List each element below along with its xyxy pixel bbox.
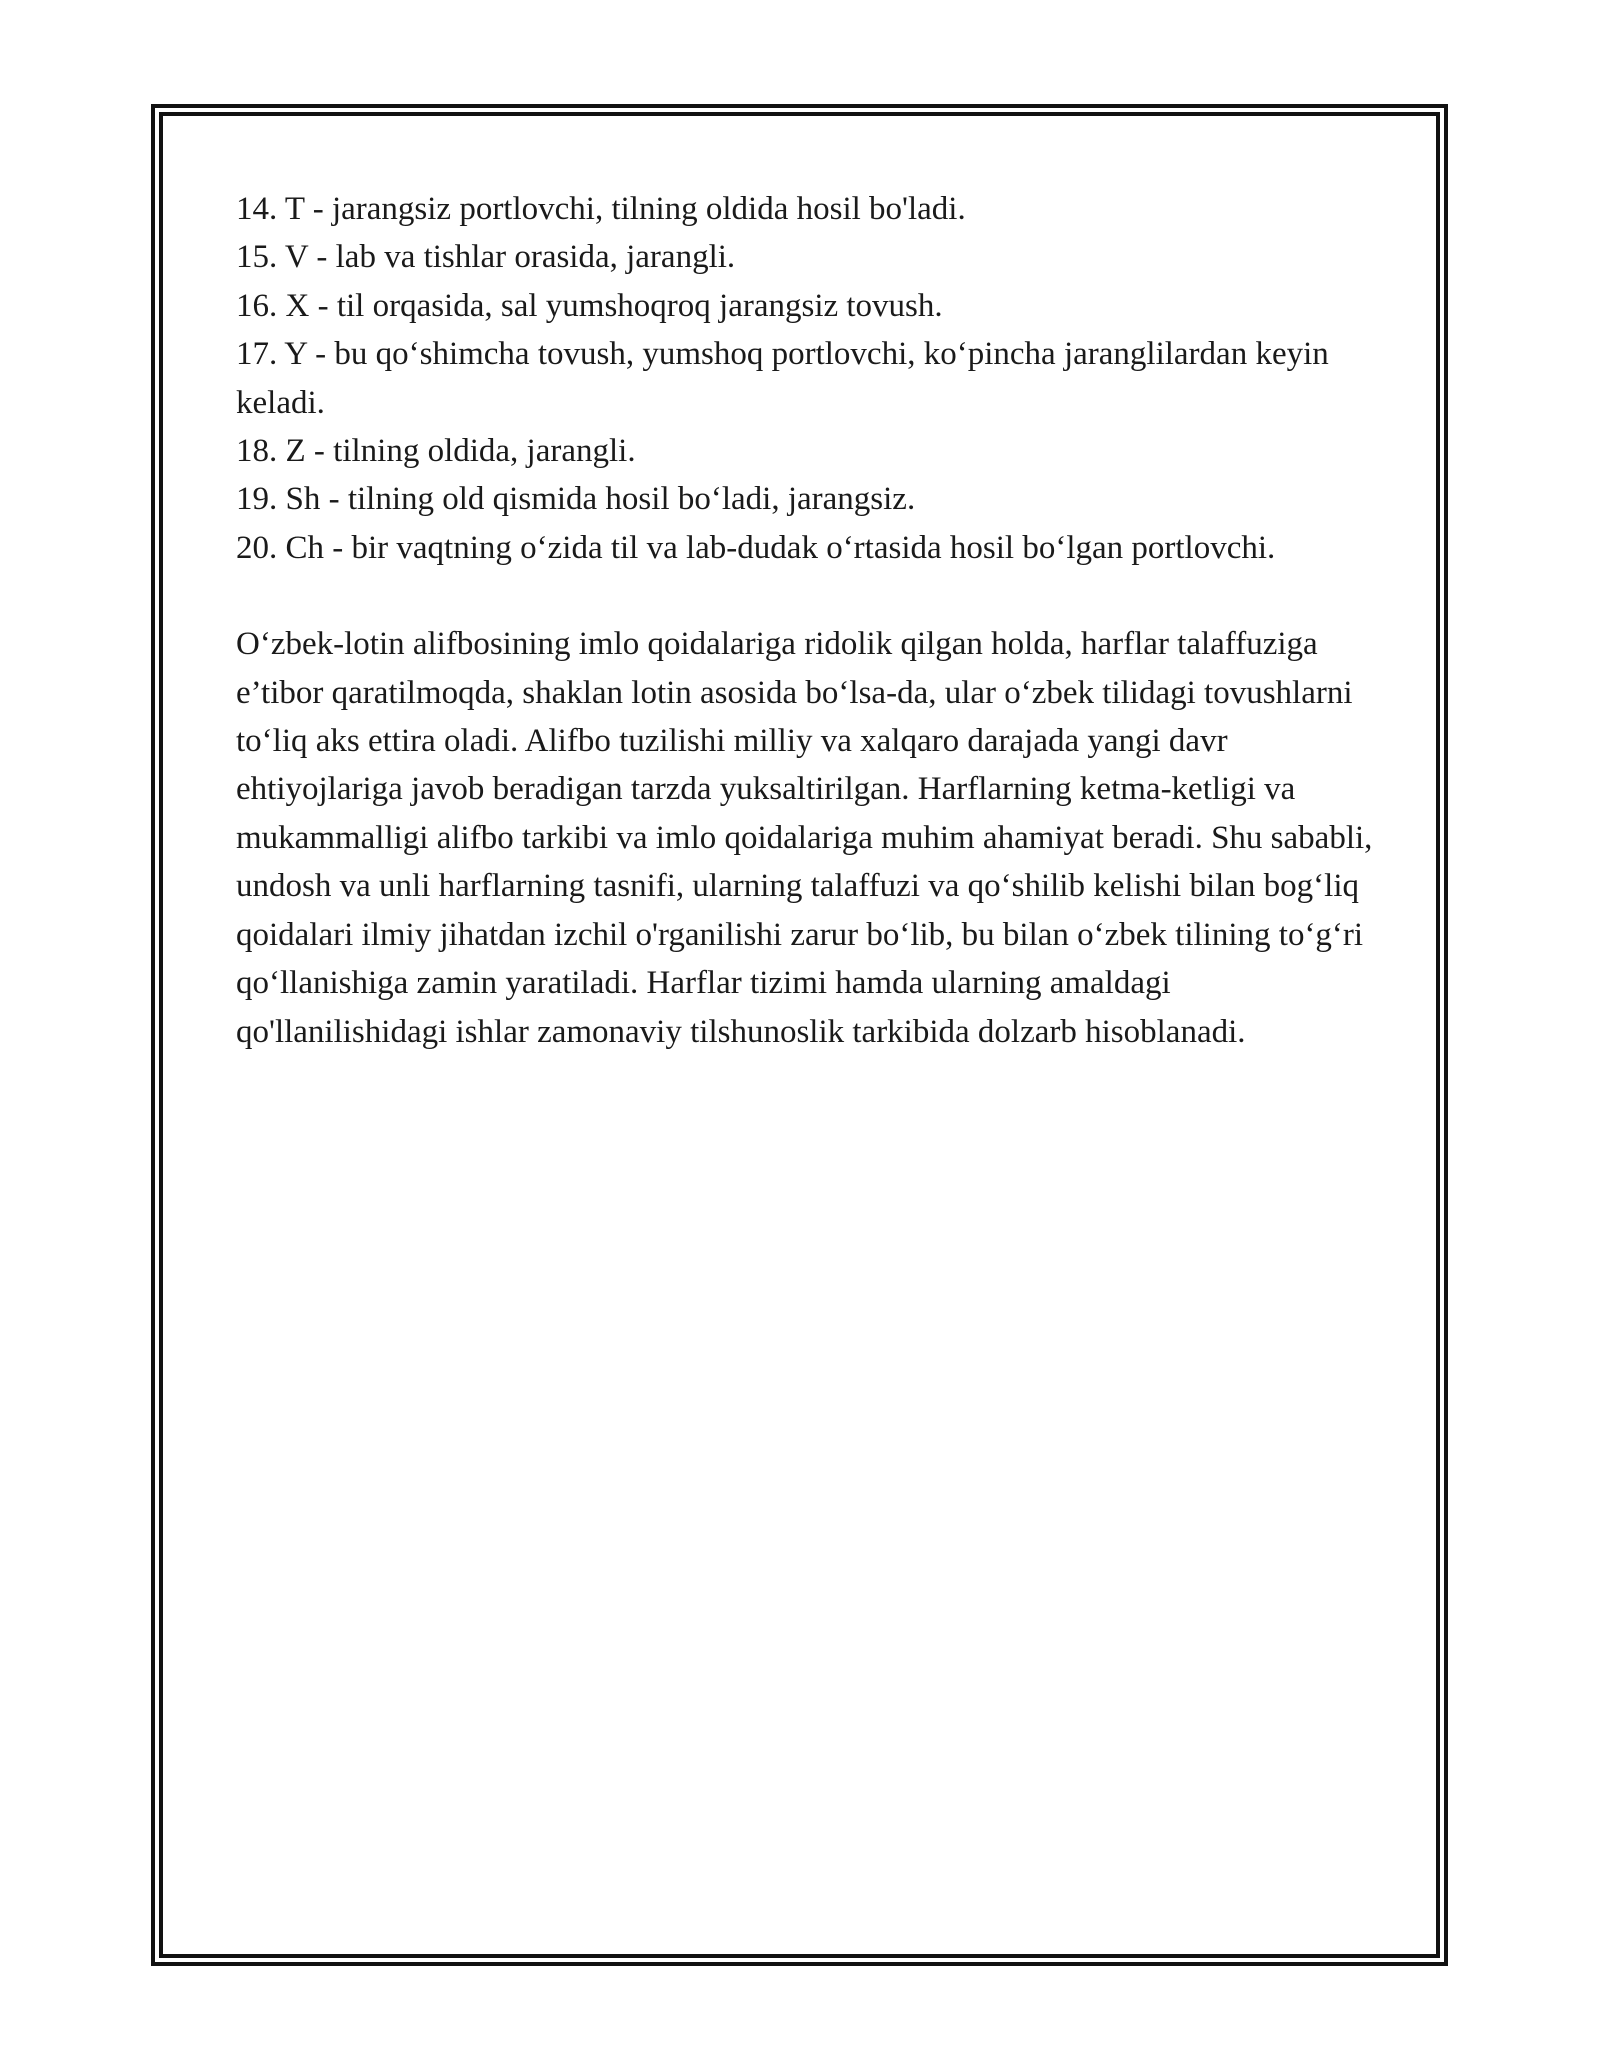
list-item: 19. Sh - tilning old qismida hosil bo‘ladi, jarangsiz. (236, 481, 916, 518)
list-item: 15. V - lab va tishlar orasida, jarangli. (236, 239, 736, 276)
body-paragraph: O‘zbek-lotin alifbosining imlo qoidalariga ridolik qilgan holda, harflar talaffuziga e’tibor qaratilmoqda, shaklan lotin asosida bo‘lsa-da, ular o‘zbek tilidagi tovushlarni to‘liq aks ettira oladi. Alifbo tuzilishi milliy va xalqaro darajada yangi davr ehtiyojlariga javob beradigan tarzda yuksaltirilgan. Harflarning ketma-ketligi va mukammalligi alifbo tarkibi va imlo qoidalariga muhim ahamiyat beradi. Shu sababli, undosh va unli harflarning tasnifi, ularning talaffuzi va qo‘shilib kelishi bilan bog‘liq qoidalari ilmiy jihatdan izchil o'rganilishi zarur bo‘lib, bu bilan o‘zbek tilining to‘g‘ri qo‘llanishiga zamin yaratiladi. Harflar tizimi hamda ularning amaldagi qo'llanilishidagi ishlar zamonaviy tilshunoslik tarkibida dolzarb hisoblanadi. (236, 626, 1373, 1050)
list-item: 18. Z - tilning oldida, jarangli. (236, 433, 636, 470)
list-item: 20. Ch - bir vaqtning o‘zida til va lab-dudak o‘rtasida hosil bo‘lgan portlovchi. (236, 529, 1276, 566)
list-item: 16. X - til orqasida, sal yumshoqroq jarangsiz tovush. (236, 287, 943, 324)
consonant-list (236, 185, 1376, 572)
page-content (236, 185, 1376, 1056)
list-item: 17. Y - bu qo‘shimcha tovush, yumshoq portlovchi, ko‘pincha jaranglilardan keyin keladi. (236, 336, 1329, 421)
list-item: 14. T - jarangsiz portlovchi, tilning oldida hosil bo'ladi. (236, 191, 966, 227)
